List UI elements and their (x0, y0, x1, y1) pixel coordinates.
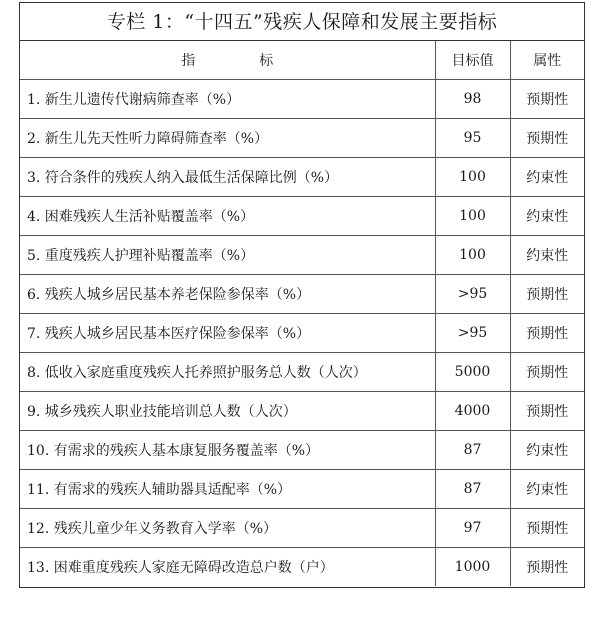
row-attribute: 约束性 (510, 235, 584, 274)
row-indicator: 13. 困难重度残疾人家庭无障碍改造总户数（户） (20, 547, 435, 586)
header-indicator (20, 41, 435, 79)
table-row (20, 157, 584, 196)
row-target-value: 100 (435, 157, 510, 196)
row-attribute: 预期性 (510, 391, 584, 430)
row-indicator: 7. 残疾人城乡居民基本医疗保险参保率（%） (20, 313, 435, 352)
row-target-value: 97 (435, 508, 510, 547)
row-indicator: 10. 有需求的残疾人基本康复服务覆盖率（%） (20, 430, 435, 469)
row-target-value: 100 (435, 235, 510, 274)
row-attribute: 约束性 (510, 469, 584, 508)
header-attribute: 属性 (510, 41, 584, 79)
table-row (20, 79, 584, 118)
row-indicator: 2. 新生儿先天性听力障碍筛查率（%） (20, 118, 435, 157)
row-indicator: 6. 残疾人城乡居民基本养老保险参保率（%） (20, 274, 435, 313)
row-indicator: 4. 困难残疾人生活补贴覆盖率（%） (20, 196, 435, 235)
row-attribute: 约束性 (510, 196, 584, 235)
row-attribute: 约束性 (510, 157, 584, 196)
row-attribute: 预期性 (510, 352, 584, 391)
row-target-value: 95 (435, 118, 510, 157)
row-target-value: >95 (435, 313, 510, 352)
table-row (20, 352, 584, 391)
table-row (20, 547, 584, 586)
table-row (20, 508, 584, 547)
row-attribute: 预期性 (510, 313, 584, 352)
header-row (20, 41, 584, 79)
table-row (20, 391, 584, 430)
row-attribute: 约束性 (510, 430, 584, 469)
table-row (20, 430, 584, 469)
header-indicator-left: 指 (181, 52, 196, 69)
table-row (20, 118, 584, 157)
row-attribute: 预期性 (510, 118, 584, 157)
header-indicator-right: 标 (259, 52, 274, 69)
row-attribute: 预期性 (510, 274, 584, 313)
row-target-value: 98 (435, 79, 510, 118)
table-row (20, 313, 584, 352)
row-attribute: 预期性 (510, 508, 584, 547)
indicator-table-container (19, 2, 585, 588)
row-target-value: 4000 (435, 391, 510, 430)
row-target-value: >95 (435, 274, 510, 313)
table-row (20, 235, 584, 274)
row-indicator: 1. 新生儿遗传代谢病筛查率（%） (20, 79, 435, 118)
table-row (20, 274, 584, 313)
row-indicator: 11. 有需求的残疾人辅助器具适配率（%） (20, 469, 435, 508)
header-target: 目标值 (435, 41, 510, 79)
row-attribute: 预期性 (526, 559, 569, 576)
row-indicator: 9. 城乡残疾人职业技能培训总人数（人次） (20, 391, 435, 430)
indicator-table (20, 41, 584, 586)
table-row (20, 469, 584, 508)
row-target-value: 100 (435, 196, 510, 235)
table-title: 专栏 1：“十四五”残疾人保障和发展主要指标 (20, 3, 584, 41)
row-attribute: 预期性 (510, 79, 584, 118)
row-target-value: 87 (435, 430, 510, 469)
row-indicator: 8. 低收入家庭重度残疾人托养照护服务总人数（人次） (20, 352, 435, 391)
row-target-value: 1000 (435, 547, 510, 586)
row-target-value: 87 (435, 469, 510, 508)
row-indicator: 12. 残疾儿童少年义务教育入学率（%） (20, 508, 435, 547)
row-indicator: 5. 重度残疾人护理补贴覆盖率（%） (20, 235, 435, 274)
row-indicator: 3. 符合条件的残疾人纳入最低生活保障比例（%） (20, 157, 435, 196)
row-target-value: 5000 (435, 352, 510, 391)
table-row (20, 196, 584, 235)
